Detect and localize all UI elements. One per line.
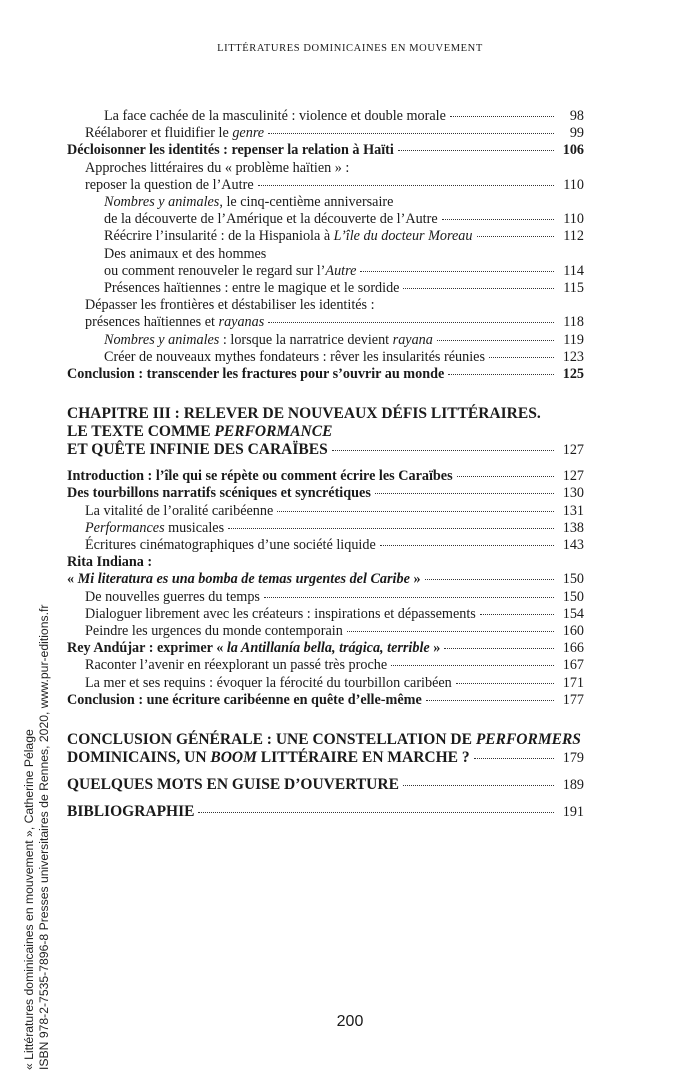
- toc-entry-title-line: reposer la question de l’Autre: [85, 176, 254, 193]
- toc-page-number: 99: [569, 125, 584, 142]
- dot-leader: [489, 357, 554, 358]
- toc-entry-title-line: Nombres y animales, le cinq-centième anniversaire: [104, 194, 394, 211]
- toc-entry-title: Dialoguer librement avec les créateurs : inspirations et dépassements: [85, 605, 476, 622]
- toc-entry-title-line: Approches littéraires du « problème haïtien » :: [85, 159, 350, 176]
- toc-page-number: 150: [562, 571, 584, 588]
- chapter-title-line: ET QUÊTE INFINIE DES CARAÏBES: [67, 441, 328, 459]
- dot-leader: [391, 665, 554, 666]
- dot-leader: [268, 133, 554, 134]
- toc-page-number: 114: [563, 262, 584, 279]
- toc-entry-title-line: Des animaux et des hommes: [104, 245, 267, 262]
- toc-entry: [67, 349, 584, 366]
- toc-section-title: Décloisonner les identités : repenser la relation à Haïti: [67, 142, 394, 159]
- toc-page-number: 125: [562, 366, 584, 383]
- toc-entry-title-line: de la découverte de l’Amérique et la découverte de l’Autre: [104, 211, 438, 228]
- toc-chapter: [67, 731, 584, 767]
- dot-leader: [477, 236, 555, 237]
- toc-section-title: Conclusion : une écriture caribéenne en quête d’elle-même: [67, 691, 422, 708]
- side-note-line: ISBN 978-2-7535-7896-8 Presses universitaires de Rennes, 2020, www.pur-editions.fr: [37, 604, 51, 1070]
- toc-page-number: 115: [563, 280, 584, 297]
- toc-page-number: 143: [562, 537, 584, 554]
- toc-entry-title: De nouvelles guerres du temps: [85, 588, 260, 605]
- dot-leader: [398, 150, 554, 151]
- toc-entry-title: Écritures cinématographiques d’une société liquide: [85, 537, 376, 554]
- toc-entry-title-line: présences haïtiennes et rayanas: [85, 314, 265, 331]
- dot-leader: [403, 288, 554, 289]
- toc-entry-title: Réélaborer et fluidifier le genre: [85, 125, 265, 142]
- dot-leader: [264, 597, 554, 598]
- toc-page-number: 189: [562, 777, 584, 794]
- dot-leader: [198, 812, 554, 813]
- toc-section-title: Introduction : l’île qui se répète ou comment écrire les Caraïbes: [67, 468, 453, 485]
- toc-entry: [67, 503, 584, 520]
- toc-entry-title-line: ou comment renouveler le regard sur l’Autre: [104, 262, 357, 279]
- dot-leader: [425, 579, 554, 580]
- dot-leader: [375, 493, 554, 494]
- toc-section: [67, 554, 584, 588]
- toc-page-number: 106: [562, 142, 584, 159]
- toc-section: [67, 142, 584, 159]
- toc-chapter: [67, 776, 584, 794]
- toc-section: [67, 640, 584, 657]
- toc-page-number: 127: [562, 468, 584, 485]
- dot-leader: [277, 511, 554, 512]
- toc-entry-title: Nombres y animales : lorsque la narratrice devient rayana: [104, 331, 433, 348]
- toc-page-number: 171: [562, 674, 584, 691]
- dot-leader: [268, 322, 554, 323]
- running-head: LITTÉRATURES DOMINICAINES EN MOUVEMENT: [217, 43, 483, 54]
- toc-entry-title: La mer et ses requins : évoquer la férocité du tourbillon caribéen: [85, 674, 452, 691]
- toc-page-number: 179: [562, 750, 584, 767]
- chapter-title-line: QUELQUES MOTS EN GUISE D’OUVERTURE: [67, 776, 399, 794]
- toc-section: [67, 692, 584, 709]
- toc-entry-title: La face cachée de la masculinité : violence et double morale: [104, 108, 446, 124]
- dot-leader: [442, 219, 554, 220]
- dot-leader: [426, 700, 554, 701]
- toc-entry-title: Réécrire l’insularité : de la Hispaniola à L’île du docteur Moreau: [104, 228, 473, 245]
- copyright-side-note: [22, 605, 52, 1070]
- dot-leader: [480, 614, 554, 615]
- toc-page-number: 98: [569, 108, 584, 124]
- toc-page-number: 154: [562, 605, 584, 622]
- toc-page-number: 138: [562, 519, 584, 536]
- side-note-line: « Littératures dominicaines en mouvement », Catherine Pélage: [22, 729, 36, 1070]
- toc-page-number: 177: [562, 691, 584, 708]
- toc-entry: [67, 657, 584, 674]
- dot-leader: [347, 631, 554, 632]
- toc-section-title: Des tourbillons narratifs scéniques et syncrétiques: [67, 485, 371, 502]
- toc-section: [67, 366, 584, 383]
- toc-page-number: 131: [562, 502, 584, 519]
- toc-page-number: 110: [563, 211, 584, 228]
- dot-leader: [258, 185, 554, 186]
- toc-page-number: 191: [562, 804, 584, 821]
- dot-leader: [457, 476, 554, 477]
- dot-leader: [448, 374, 554, 375]
- dot-leader: [437, 340, 554, 341]
- toc-entry-title: Peindre les urgences du monde contemporain: [85, 623, 343, 640]
- toc-entry: [67, 125, 584, 142]
- chapter-title-line: LE TEXTE COMME PERFORMANCE: [67, 423, 333, 441]
- toc-entry: [67, 246, 584, 280]
- chapter-title-line: DOMINICAINS, UN BOOM LITTÉRAIRE EN MARCHE ?: [67, 749, 470, 767]
- chapter-title-line: BIBLIOGRAPHIE: [67, 803, 195, 821]
- toc-entry: [67, 520, 584, 537]
- dot-leader: [403, 785, 554, 786]
- toc-entry-title: Présences haïtiennes : entre le magique et le sordide: [104, 280, 400, 297]
- dot-leader: [332, 450, 554, 451]
- toc-section: [67, 468, 584, 485]
- toc-entry: [67, 297, 584, 331]
- toc-entry: [67, 108, 584, 125]
- dot-leader: [228, 528, 554, 529]
- toc-chapter: [67, 405, 584, 459]
- toc-entry: [67, 228, 584, 245]
- toc-entry: [67, 589, 584, 606]
- dot-leader: [450, 116, 554, 117]
- table-of-contents: [67, 108, 584, 821]
- toc-entry-title: Créer de nouveaux mythes fondateurs : rêver les insularités réunies: [104, 348, 485, 365]
- toc-entry-title-line: Dépasser les frontières et déstabiliser les identités :: [85, 297, 375, 314]
- page-number: 200: [336, 1013, 364, 1030]
- toc-chapter: [67, 803, 584, 821]
- toc-section-title: Conclusion : transcender les fractures pour s’ouvrir au monde: [67, 366, 445, 383]
- toc-entry: [67, 160, 584, 194]
- toc-page-number: 110: [563, 176, 584, 193]
- dot-leader: [380, 545, 554, 546]
- toc-entry: [67, 280, 584, 297]
- toc-entry: [67, 675, 584, 692]
- toc-entry: [67, 194, 584, 228]
- toc-entry: [67, 537, 584, 554]
- toc-section-title: Rey Andújar : exprimer « la Antillanía bella, trágica, terrible »: [67, 640, 441, 657]
- chapter-title-line: CONCLUSION GÉNÉRALE : UNE CONSTELLATION DE PERFORMERS: [67, 731, 581, 749]
- toc-page-number: 112: [563, 228, 584, 245]
- dot-leader: [456, 683, 554, 684]
- toc-section: [67, 485, 584, 502]
- toc-page-number: 123: [562, 348, 584, 365]
- toc-entry: [67, 332, 584, 349]
- toc-page-number: 167: [562, 657, 584, 674]
- dot-leader: [360, 271, 554, 272]
- chapter-title-line: CHAPITRE III : RELEVER DE NOUVEAUX DÉFIS LITTÉRAIRES.: [67, 405, 541, 423]
- toc-page-number: 166: [562, 640, 584, 657]
- toc-entry-title: Raconter l’avenir en réexplorant un passé très proche: [85, 657, 388, 674]
- dot-leader: [444, 648, 554, 649]
- toc-page-number: 127: [562, 442, 584, 459]
- toc-page-number: 130: [562, 485, 584, 502]
- dot-leader: [474, 758, 554, 759]
- toc-page-number: 118: [563, 314, 584, 331]
- toc-section-title-line: « Mi literatura es una bomba de temas urgentes del Caribe »: [67, 571, 421, 588]
- toc-entry-title: Performances musicales: [85, 519, 225, 536]
- toc-page-number: 119: [563, 331, 584, 348]
- toc-entry: [67, 606, 584, 623]
- toc-page-number: 150: [562, 588, 584, 605]
- toc-page-number: 160: [562, 623, 584, 640]
- toc-entry: [67, 623, 584, 640]
- toc-section-title-line: Rita Indiana :: [67, 554, 153, 571]
- toc-entry-title: La vitalité de l’oralité caribéenne: [85, 502, 274, 519]
